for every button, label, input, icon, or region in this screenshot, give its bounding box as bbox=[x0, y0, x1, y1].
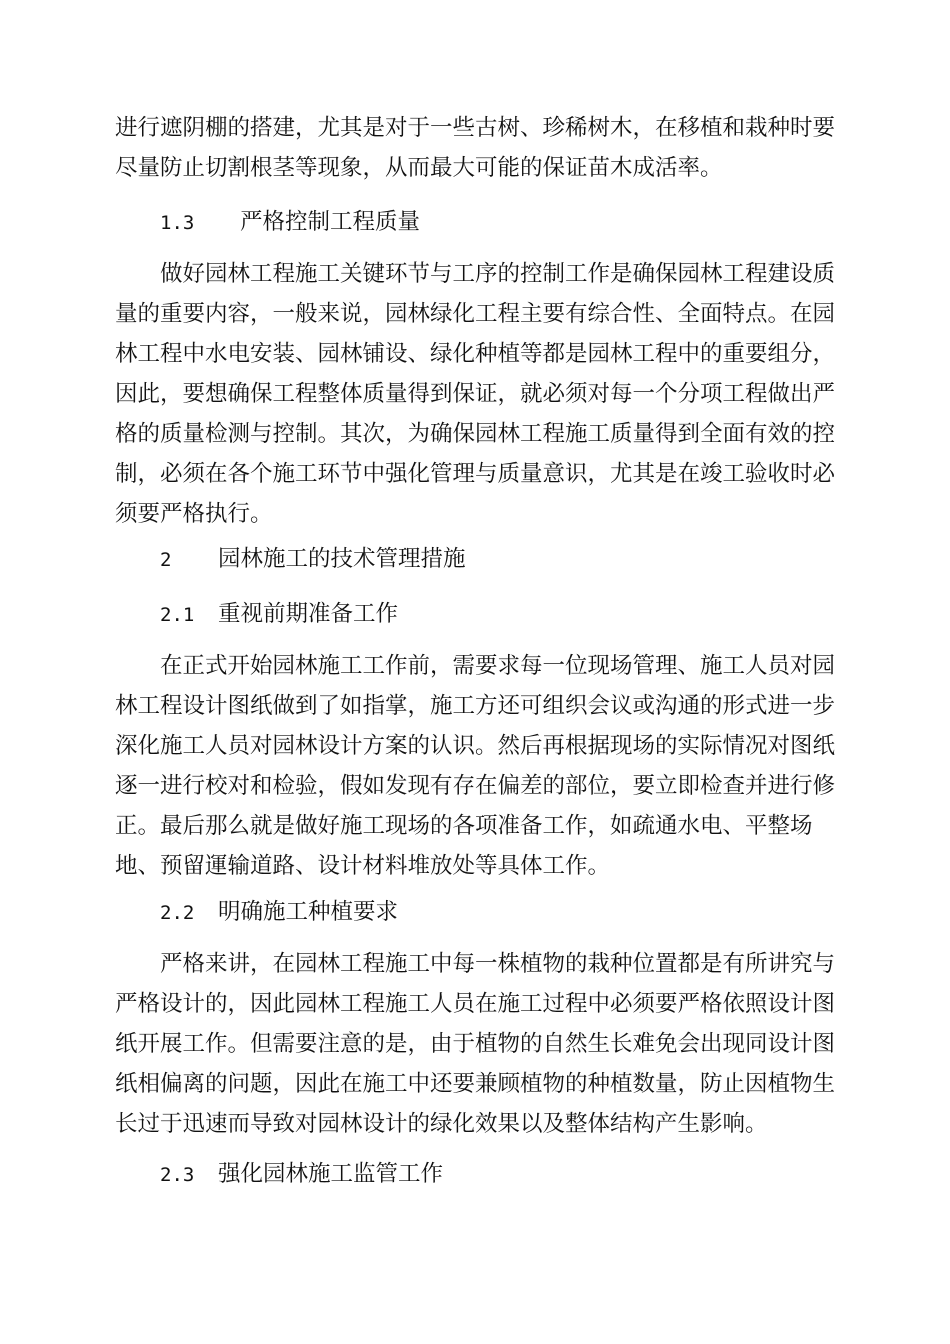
section-number: 2 bbox=[160, 549, 172, 571]
paragraph-line: 进行遮阴棚的搭建，尤其是对于一些古树、珍稀树木，在移植和栽种时要 bbox=[115, 115, 836, 141]
paragraph-line: 长过于迅速而导致对园林设计的绿化效果以及整体结构产生影响。 bbox=[115, 1111, 768, 1137]
section-title: 重视前期准备工作 bbox=[218, 601, 399, 627]
paragraph-line: 纸开展工作。但需要注意的是，由于植物的自然生长难免会出现同设计图 bbox=[115, 1031, 836, 1057]
paragraph-line: 因此，要想确保工程整体质量得到保证，就必须对每一个分项工程做出严 bbox=[115, 381, 836, 407]
section-heading-2-2 bbox=[160, 892, 398, 933]
section-title: 强化园林施工监管工作 bbox=[218, 1161, 444, 1187]
paragraph-4 bbox=[115, 944, 835, 1144]
paragraph-1 bbox=[115, 108, 835, 188]
paragraph-line: 量的重要内容，一般来说，园林绿化工程主要有综合性、全面特点。在园 bbox=[115, 301, 836, 327]
paragraph-line: 严格设计的，因此园林工程施工人员在施工过程中必须要严格依照设计图 bbox=[115, 991, 836, 1017]
section-number: 1.3 bbox=[160, 212, 195, 234]
paragraph-2 bbox=[115, 254, 835, 534]
paragraph-line: 林工程中水电安装、园林铺设、绿化种植等都是园林工程中的重要组分， bbox=[115, 341, 836, 367]
section-number: 2.1 bbox=[160, 604, 195, 626]
paragraph-line: 制，必须在各个施工环节中强化管理与质量意识，尤其是在竣工验收时必 bbox=[115, 461, 836, 487]
paragraph-line: 在正式开始园林施工工作前，需要求每一位现场管理、施工人员对园 bbox=[115, 653, 836, 679]
section-title: 严格控制工程质量 bbox=[240, 209, 421, 235]
section-heading-2-1 bbox=[160, 594, 398, 635]
paragraph-3 bbox=[115, 646, 835, 886]
paragraph-line: 正。最后那么就是做好施工现场的各项准备工作，如疏通水电、平整场 bbox=[115, 813, 813, 839]
paragraph-line: 深化施工人员对园林设计方案的认识。然后再根据现场的实际情况对图纸 bbox=[115, 733, 836, 759]
paragraph-line: 地、预留運输道路、设计材料堆放处等具体工作。 bbox=[115, 853, 611, 879]
paragraph-line: 须要严格执行。 bbox=[115, 501, 273, 527]
section-number: 2.3 bbox=[160, 1164, 195, 1186]
paragraph-line: 严格来讲，在园林工程施工中每一株植物的栽种位置都是有所讲究与 bbox=[115, 951, 836, 977]
section-heading-1-3 bbox=[160, 202, 420, 243]
paragraph-line: 尽量防止切割根茎等现象，从而最大可能的保证苗木成活率。 bbox=[115, 155, 723, 181]
paragraph-line: 林工程设计图纸做到了如指掌，施工方还可组织会议或沟通的形式进一步 bbox=[115, 693, 836, 719]
section-title: 园林施工的技术管理措施 bbox=[218, 546, 466, 572]
paragraph-line: 逐一进行校对和检验，假如发现有存在偏差的部位，要立即检查并进行修 bbox=[115, 773, 836, 799]
paragraph-line: 做好园林工程施工关键环节与工序的控制工作是确保园林工程建设质 bbox=[115, 261, 836, 287]
section-number: 2.2 bbox=[160, 902, 195, 924]
paragraph-line: 纸相偏离的问题，因此在施工中还要兼顾植物的种植数量，防止因植物生 bbox=[115, 1071, 836, 1097]
section-heading-2 bbox=[160, 539, 466, 580]
section-title: 明确施工种植要求 bbox=[218, 899, 399, 925]
section-heading-2-3 bbox=[160, 1154, 443, 1195]
paragraph-line: 格的质量检测与控制。其次，为确保园林工程施工质量得到全面有效的控 bbox=[115, 421, 836, 447]
